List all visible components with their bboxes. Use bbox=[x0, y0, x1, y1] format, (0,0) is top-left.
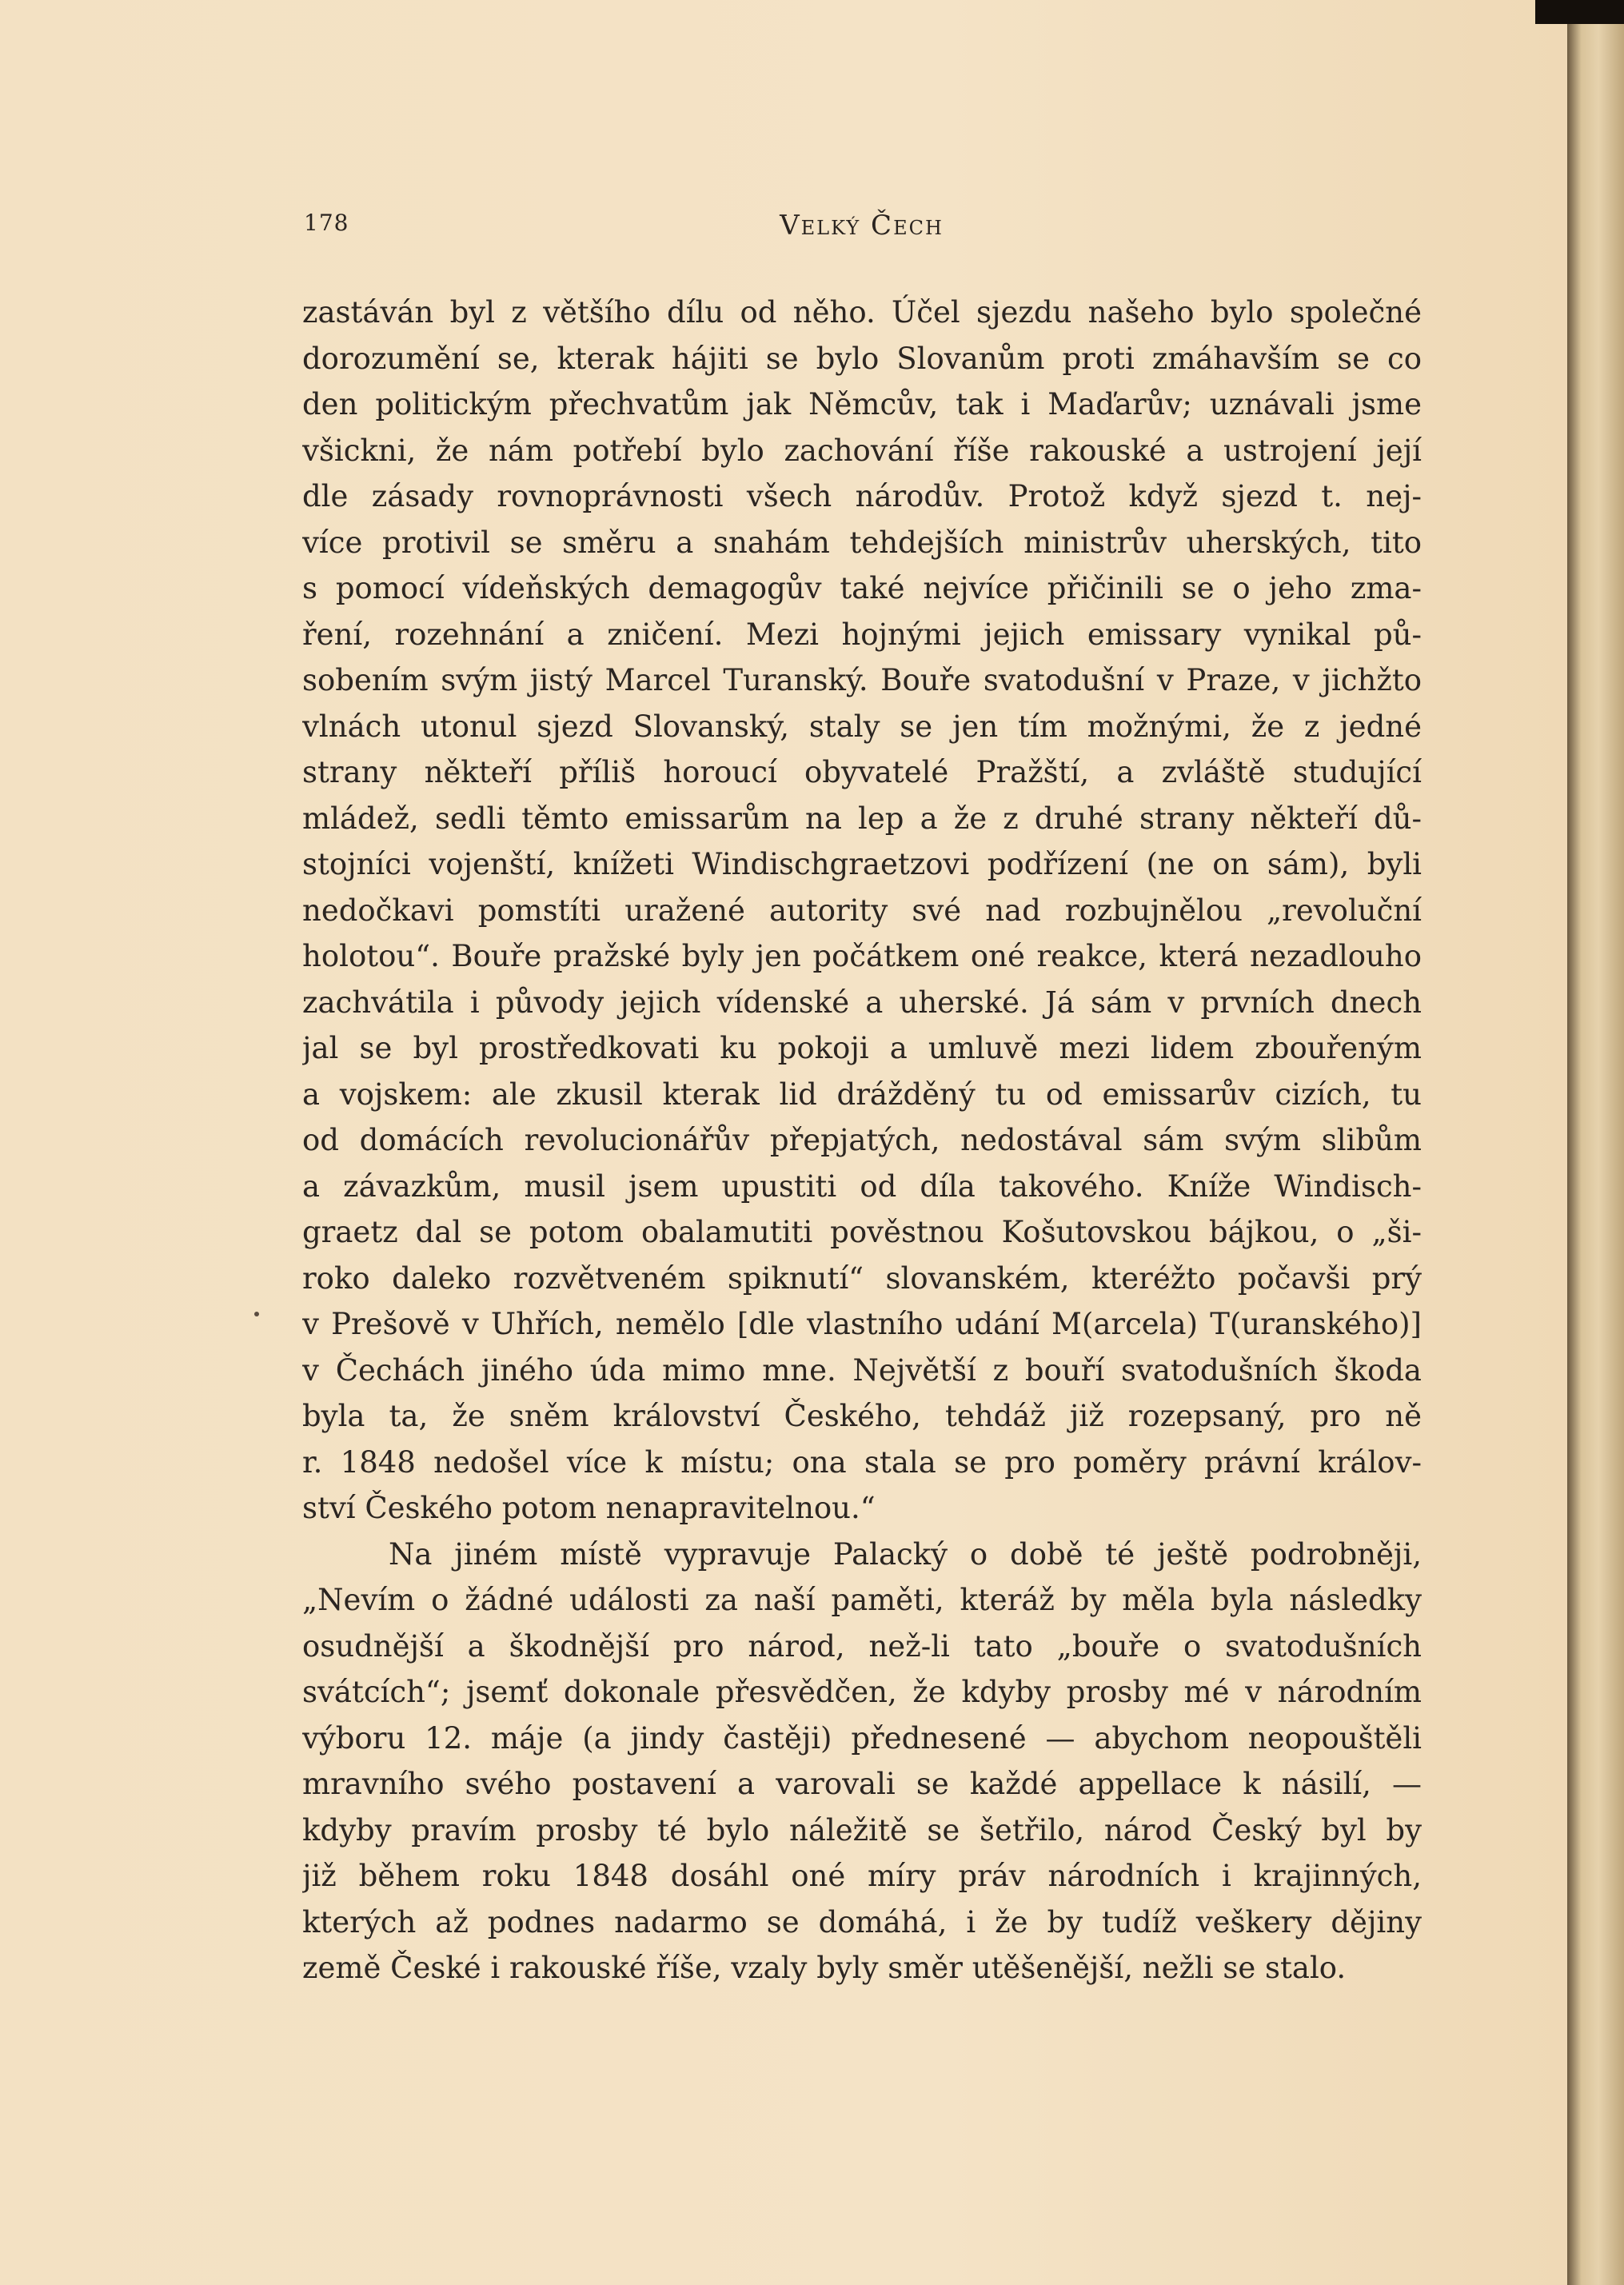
text-line: stojníci vojenští, knížeti Windischgraetzovi podřízení (ne on sám), byli bbox=[302, 847, 1422, 881]
paragraph-1 bbox=[302, 290, 1422, 1532]
text-line: Na jiném místě vypravuje Palacký o době té ještě podrobněji, bbox=[389, 1536, 1422, 1572]
text-line: kdyby pravím prosby té bylo náležitě se šetřilo, národ Český byl by bbox=[302, 1812, 1422, 1848]
text-line: graetz dal se potom obalamutiti pověstnou Košutovskou bájkou, o „ši- bbox=[302, 1215, 1422, 1249]
text-line: zastáván byl z většího dílu od něho. Účel sjezdu našeho bylo společné bbox=[302, 295, 1422, 330]
text-line: sobením svým jistý Marcel Turanský. Bouře svatodušní v Praze, v jichžto bbox=[302, 663, 1422, 697]
text-line: „Nevím o žádné události za naší paměti, kteráž by měla byla následky bbox=[302, 1583, 1422, 1617]
text-line: země České i rakouské říše, vzaly byly směr utěšenější, nežli se stalo. bbox=[302, 1951, 1347, 1985]
text-line: zachvátila i původy jejich vídenské a uherské. Já sám v prvních dnech bbox=[302, 985, 1422, 1020]
text-line: byla ta, že sněm království Českého, tehdáž již rozepsaný, pro ně bbox=[302, 1399, 1422, 1433]
page-header bbox=[304, 210, 1419, 250]
text-line: výboru 12. máje (a jindy častěji) přednesené — abychom neopouštěli bbox=[302, 1720, 1422, 1756]
text-line: již během roku 1848 dosáhl oné míry práv národních i krajinných, bbox=[302, 1859, 1422, 1893]
text-line: vlnách utonul sjezd Slovanský, staly se jen tím možnými, že z jedné bbox=[302, 709, 1422, 744]
scan-border bbox=[1535, 0, 1624, 24]
book-spine-edge bbox=[1567, 0, 1624, 2285]
text-line: r. 1848 nedošel více k místu; ona stala se pro poměry právní králov- bbox=[302, 1444, 1422, 1480]
page-number: 178 bbox=[304, 210, 349, 236]
text-line: dle zásady rovnoprávnosti všech národův. Protož když sjezd t. nej- bbox=[302, 479, 1422, 513]
text-line: ření, rozehnání a zničení. Mezi hojnými jejich emissary vynikal pů- bbox=[302, 617, 1422, 652]
text-line: v Prešově v Uhřích, nemělo [dle vlastního udání M(arcela) T(uranského)] bbox=[302, 1307, 1422, 1341]
text-line: více protivil se směru a snahám tehdejších ministrův uherských, tito bbox=[302, 525, 1422, 560]
text-line: roko daleko rozvětveném spiknutí“ slovanském, kteréžto počavši prý bbox=[302, 1260, 1422, 1296]
text-line: s pomocí vídeňských demagogův také nejvíce přičinili se o jeho zma- bbox=[302, 571, 1422, 605]
text-line: svátcích“; jsemť dokonale přesvědčen, že kdyby prosby mé v národním bbox=[302, 1675, 1422, 1709]
text-line: dorozumění se, kterak hájiti se bylo Slovanům proti zmáhavším se co bbox=[302, 341, 1422, 376]
text-line: kterých až podnes nadarmo se domáhá, i že by tudíž veškery dějiny bbox=[302, 1904, 1422, 1939]
running-title: Velký Čech bbox=[780, 210, 944, 242]
text-line: od domácích revolucionářův přepjatých, nedostával sám svým slibům bbox=[302, 1123, 1422, 1157]
text-line: a závazkům, musil jsem upustiti od díla takového. Kníže Windisch- bbox=[302, 1168, 1422, 1204]
text-line: strany někteří příliš horoucí obyvatelé Pražští, a zvláště studující bbox=[302, 755, 1422, 789]
text-line: ství Českého potom nenapravitelnou.“ bbox=[302, 1491, 876, 1525]
paragraph-2 bbox=[302, 1532, 1422, 1991]
text-line: mravního svého postavení a varovali se každé appellace k násilí, — bbox=[302, 1767, 1422, 1801]
margin-mark bbox=[254, 1312, 259, 1316]
text-line: mládež, sedli těmto emissarům na lep a že z druhé strany někteří dů- bbox=[302, 801, 1422, 836]
text-line: den politickým přechvatům jak Němcův, tak i Maďarův; uznávali jsme bbox=[302, 387, 1422, 421]
body-text bbox=[302, 290, 1422, 1991]
text-line: holotou“. Bouře pražské byly jen počátkem oné reakce, která nezadlouho bbox=[302, 939, 1422, 973]
text-line: v Čechách jiného úda mimo mne. Největší z bouří svatodušních škoda bbox=[302, 1352, 1422, 1388]
text-line: všickni, že nám potřebí bylo zachování říše rakouské a ustrojení její bbox=[302, 433, 1422, 468]
text-line: jal se byl prostředkovati ku pokoji a umluvě mezi lidem zbouřeným bbox=[302, 1031, 1422, 1065]
text-line: osudnější a škodnější pro národ, než-li tato „bouře o svatodušních bbox=[302, 1628, 1422, 1664]
text-line: nedočkavi pomstíti uražené autority své nad rozbujnělou „revoluční bbox=[302, 893, 1422, 928]
text-line: a vojskem: ale zkusil kterak lid drážděný tu od emissarův cizích, tu bbox=[302, 1077, 1422, 1112]
